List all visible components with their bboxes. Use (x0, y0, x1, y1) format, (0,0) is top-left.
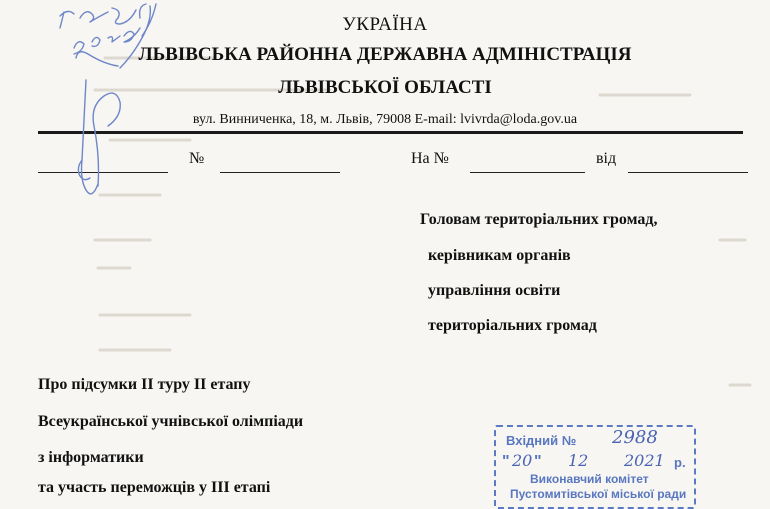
subject-line: з інформатики (38, 449, 144, 466)
addressee-line: керівникам органів (428, 247, 571, 264)
subject-line: Про підсумки ІІ туру ІІ етапу (38, 376, 251, 393)
reply-number-blank (470, 172, 585, 173)
committee-label: Виконавчий комітет (530, 472, 649, 486)
council-label: Пустомитівської міської ради (510, 487, 687, 501)
oblast-name: ЛЬВІВСЬКОЇ ОБЛАСТІ (278, 77, 492, 98)
number-sign: № (189, 150, 205, 167)
addressee-line: територіальних громад (428, 317, 597, 334)
outgoing-number-blank (220, 172, 340, 173)
from-label: від (596, 150, 617, 167)
reply-to-label: На № (411, 150, 449, 167)
contact-address: вул. Винниченка, 18, м. Львів, 79008 E-mail: lvivrda@loda.gov.ua (192, 112, 578, 127)
incoming-number: 2988 (612, 427, 658, 448)
stamp-year: 2021 (624, 451, 665, 470)
country-title: УКРАЇНА (342, 14, 428, 35)
subject-line: та участь переможців у ІІІ етапі (38, 479, 271, 496)
reply-date-blank (628, 172, 748, 173)
stamp-month: 12 (568, 451, 589, 470)
header-divider (38, 131, 743, 134)
year-suffix: р. (674, 455, 686, 470)
outgoing-date-blank (38, 172, 168, 173)
addressee-line: управління освіти (428, 282, 561, 299)
stamp-day: 20 (512, 451, 533, 470)
incoming-stamp: Вхідний № 2988 " 20 " 12 2021 р. Виконавчий комітет Пустомитівської міської ради (494, 425, 696, 509)
incoming-label: Вхідний № (506, 433, 577, 448)
subject-line: Всеукраїнської учнівської олімпіади (38, 413, 304, 430)
agency-name: ЛЬВІВСЬКА РАЙОННА ДЕРЖАВНА АДМІНІСТРАЦІЯ (138, 44, 632, 65)
addressee-line: Головам територіальних громад, (420, 211, 658, 228)
